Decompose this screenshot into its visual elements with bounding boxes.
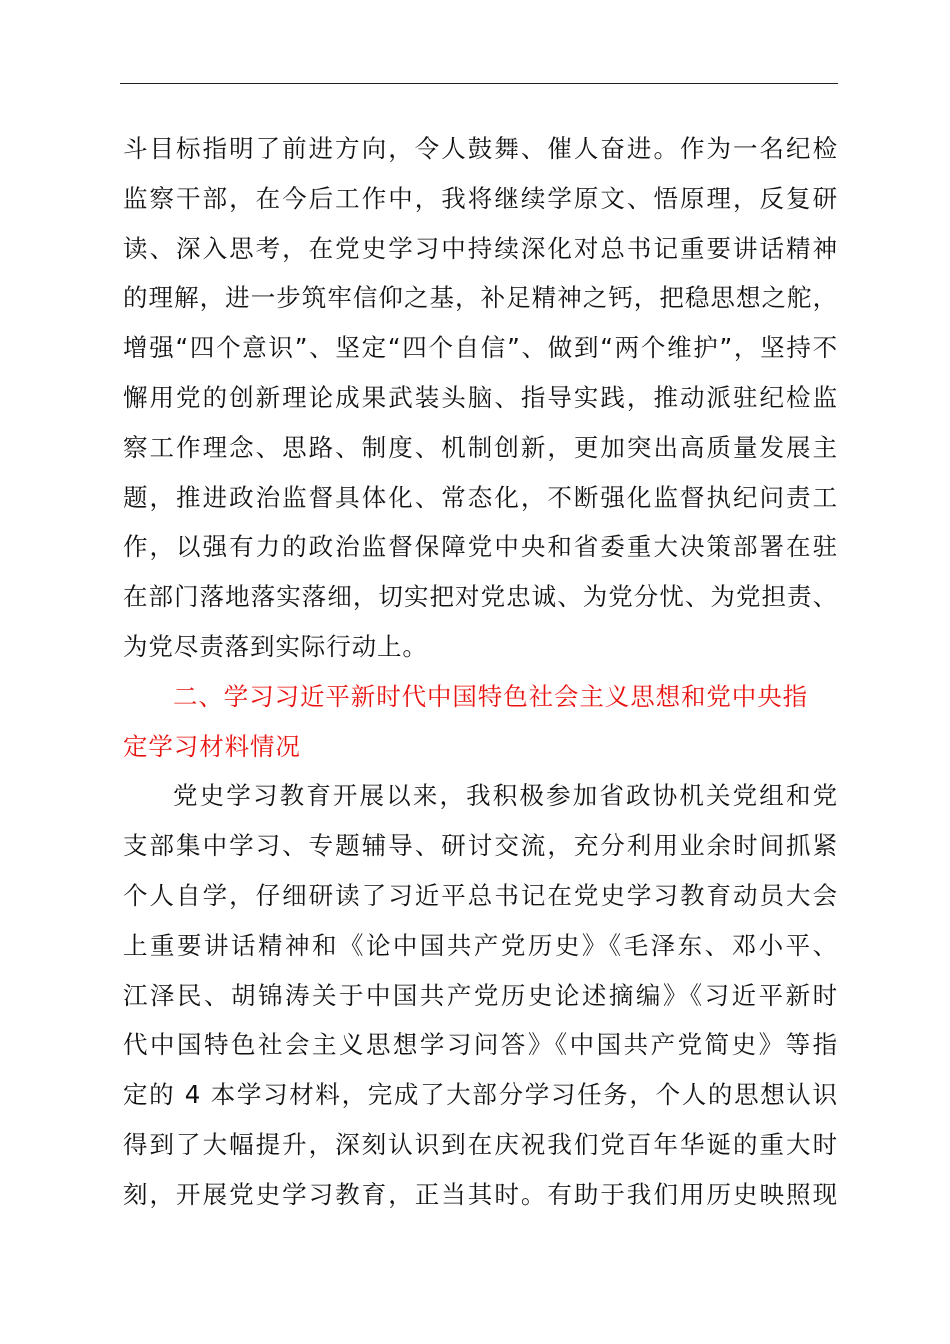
paragraph-1-line: 监察干部，在今后工作中，我将继续学原文、悟原理，反复研 [123,183,838,213]
paragraph-2-line: 个人自学，仔细研读了习近平总书记在党史学习教育动员大会 [123,880,838,910]
paragraph-2-line: 定的 4 本学习材料，完成了大部分学习任务，个人的思想认识 [123,1080,838,1110]
paragraph-1-line: 为党尽责落到实际行动上。 [123,631,428,661]
paragraph-2-line: 代中国特色社会主义思想学习问答》《中国共产党简史》等指 [123,1030,838,1060]
paragraph-2-line: 刻，开展党史学习教育，正当其时。有助于我们用历史映照现 [123,1179,838,1209]
paragraph-2-line: 上重要讲话精神和《论中国共产党历史》《毛泽东、邓小平、 [123,930,838,960]
paragraph-2-line: 支部集中学习、专题辅导、研讨交流，充分利用业余时间抓紧 [123,831,838,861]
paragraph-2-line: 得到了大幅提升，深刻认识到在庆祝我们党百年华诞的重大时 [123,1129,838,1159]
paragraph-1-line: 的理解，进一步筑牢信仰之基，补足精神之钙，把稳思想之舵， [123,283,838,313]
section-heading-line: 定学习材料情况 [123,731,301,761]
paragraph-1-line: 察工作理念、思路、制度、机制创新，更加突出高质量发展主 [123,432,838,462]
paragraph-1-line: 增强“四个意识”、坚定“四个自信”、做到“两个维护”，坚持不 [123,333,838,363]
header-rule [120,83,838,84]
paragraph-1-line: 懈用党的创新理论成果武装头脑、指导实践，推动派驻纪检监 [123,382,838,412]
paragraph-2-line: 江泽民、胡锦涛关于中国共产党历史论述摘编》《习近平新时 [123,980,838,1010]
section-heading-line: 二、学习习近平新时代中国特色社会主义思想和党中央指 [173,681,808,711]
paragraph-1-line: 斗目标指明了前进方向，令人鼓舞、催人奋进。作为一名纪检 [123,134,838,163]
paragraph-1-line: 读、深入思考，在党史学习中持续深化对总书记重要讲话精神 [123,233,838,263]
paragraph-1-line: 题，推进政治监督具体化、常态化，不断强化监督执纪问责工 [123,482,838,512]
paragraph-1-line: 作，以强有力的政治监督保障党中央和省委重大决策部署在驻 [123,532,838,562]
paragraph-1-line: 在部门落地落实落细，切实把对党忠诚、为党分忧、为党担责、 [123,582,838,612]
document-body [123,124,838,1220]
paragraph-2-line: 党史学习教育开展以来，我积极参加省政协机关党组和党 [173,781,838,811]
